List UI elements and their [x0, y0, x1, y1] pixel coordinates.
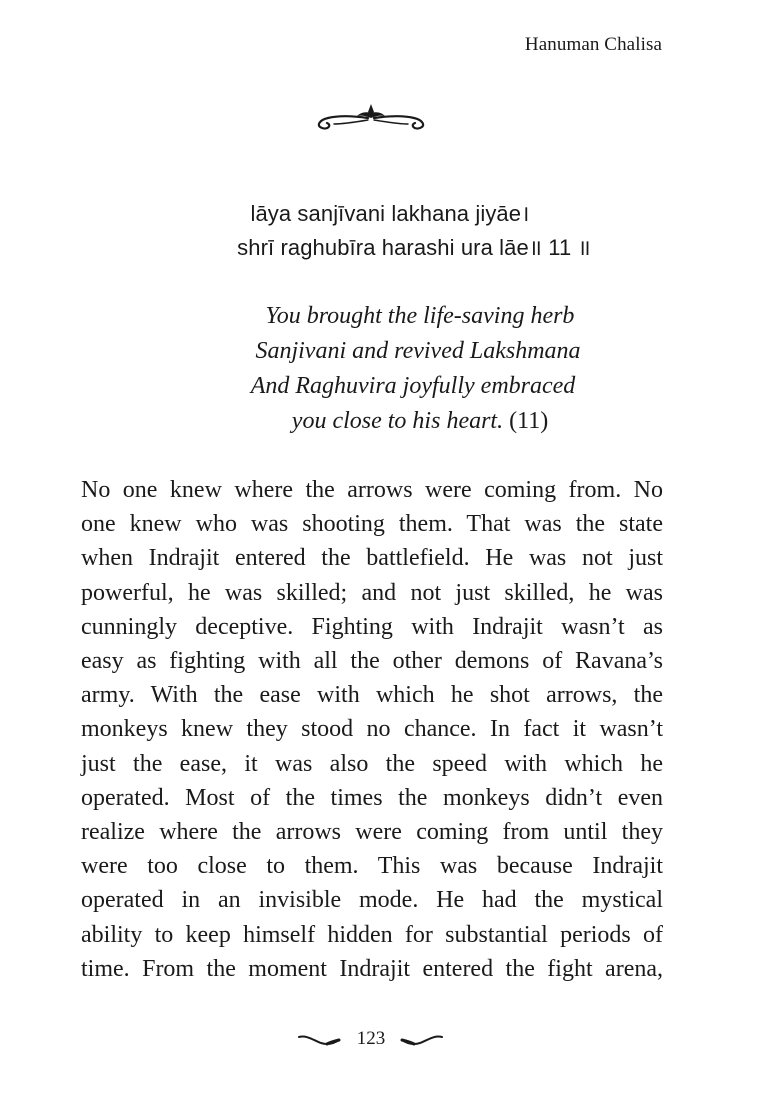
translation-line-1: You brought the life-saving herb	[265, 303, 575, 329]
body-line: cunningly deceptive. Fighting with Indrajit wasn’t as	[81, 613, 663, 640]
body-line: No one knew where the arrows were coming from. No	[81, 477, 663, 503]
page-footer	[0, 1028, 780, 1058]
verse-line-2: shrī raghubīra harashi ura lāe॥ 11 ॥	[237, 235, 591, 260]
body-paragraph	[81, 473, 663, 986]
body-line: one knew who was shooting them. That was the state	[81, 511, 663, 538]
body-line: powerful, he was skilled; and not just skilled, he was	[81, 579, 663, 606]
body-line: when Indrajit entered the battlefield. He was not just	[81, 545, 663, 572]
translation-line-4-text: you close to his heart.	[291, 408, 504, 434]
verse-number: (11)	[509, 408, 549, 434]
body-line: realize where the arrows were coming from until they	[81, 819, 663, 846]
running-header: Hanuman Chalisa	[524, 34, 662, 55]
body-line: were too close to them. This was because Indrajit	[81, 853, 663, 880]
body-line: monkeys knew they stood no chance. In fact it wasn’t	[81, 716, 663, 743]
translation-line-3: And Raghuvira joyfully embraced	[250, 373, 576, 399]
body-line: operated in an invisible mode. He had the mystical	[81, 887, 663, 914]
verse-block	[0, 197, 780, 265]
swash-right-icon	[400, 1032, 444, 1048]
body-line: ability to keep himself hidden for substantial periods of	[81, 921, 663, 948]
translation-line-2: Sanjivani and revived Lakshmana	[255, 338, 581, 364]
body-line: army. With the ease with which he shot arrows, the	[81, 682, 663, 709]
body-line: operated. Most of the times the monkeys didn’t even	[81, 784, 663, 811]
swash-left-icon	[297, 1032, 341, 1048]
body-line: just the ease, it was also the speed with which he	[81, 750, 663, 777]
body-line: easy as fighting with all the other demons of Ravana’s	[81, 648, 663, 675]
floral-divider-icon	[310, 96, 432, 136]
translation-block	[0, 299, 780, 439]
verse-line-1: lāya sanjīvani lakhana jiyāe।	[250, 201, 530, 226]
page-number: 123	[356, 1028, 386, 1049]
body-line: time. From the moment Indrajit entered the fight arena,	[81, 955, 663, 982]
translation-line-4	[0, 404, 780, 439]
